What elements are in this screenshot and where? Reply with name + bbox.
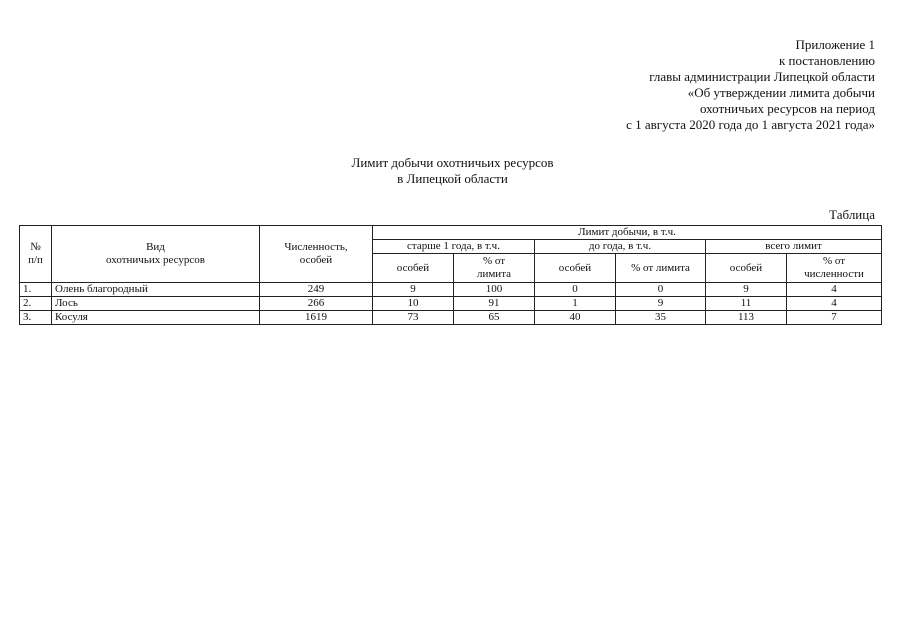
title-line: в Липецкой области <box>397 171 508 186</box>
row-resource-name: Олень благородный <box>52 283 260 297</box>
row-older-percent: 91 <box>454 297 535 311</box>
row-older-animals: 9 <box>373 283 454 297</box>
appendix-line: к постановлению <box>778 53 875 68</box>
row-population: 266 <box>260 297 373 311</box>
row-total-animals: 11 <box>706 297 787 311</box>
table-label: Таблица <box>829 207 875 222</box>
row-older-percent: 100 <box>454 283 535 297</box>
row-number: 1. <box>20 283 52 297</box>
table-row <box>20 311 882 325</box>
header-total-percent: % от численности <box>787 254 882 283</box>
header-number: № п/п <box>20 226 52 283</box>
row-resource-name: Косуля <box>52 311 260 325</box>
row-older-animals: 10 <box>373 297 454 311</box>
row-older-animals: 73 <box>373 311 454 325</box>
limits-table <box>19 225 882 325</box>
header-resource-type: Вид охотничьих ресурсов <box>52 226 260 283</box>
row-total-animals: 113 <box>706 311 787 325</box>
appendix-line: охотничьих ресурсов на период <box>699 101 875 116</box>
header-under-animals: особей <box>535 254 616 283</box>
header-older-percent: % от лимита <box>454 254 535 283</box>
appendix-line: «Об утверждении лимита добычи <box>687 85 875 100</box>
header-population: Численность, особей <box>260 226 373 283</box>
document-title <box>0 155 905 187</box>
header-older-than-year: старше 1 года, в т.ч. <box>373 240 535 254</box>
row-population: 249 <box>260 283 373 297</box>
appendix-line: Приложение 1 <box>795 37 875 52</box>
row-population: 1619 <box>260 311 373 325</box>
row-total-percent: 7 <box>787 311 882 325</box>
table-row <box>20 283 882 297</box>
row-total-percent: 4 <box>787 283 882 297</box>
row-under-animals: 1 <box>535 297 616 311</box>
header-total-animals: особей <box>706 254 787 283</box>
header-limit-group: Лимит добычи, в т.ч. <box>373 226 882 240</box>
row-total-percent: 4 <box>787 297 882 311</box>
row-number: 3. <box>20 311 52 325</box>
header-under-year: до года, в т.ч. <box>535 240 706 254</box>
row-total-animals: 9 <box>706 283 787 297</box>
appendix-block <box>626 37 875 133</box>
appendix-line: с 1 августа 2020 года до 1 августа 2021 года» <box>626 117 875 132</box>
row-under-percent: 9 <box>616 297 706 311</box>
row-under-animals: 0 <box>535 283 616 297</box>
appendix-line: главы администрации Липецкой области <box>649 69 875 84</box>
row-resource-name: Лось <box>52 297 260 311</box>
row-older-percent: 65 <box>454 311 535 325</box>
row-number: 2. <box>20 297 52 311</box>
header-older-animals: особей <box>373 254 454 283</box>
row-under-percent: 0 <box>616 283 706 297</box>
header-total-limit: всего лимит <box>706 240 882 254</box>
title-line: Лимит добычи охотничьих ресурсов <box>351 155 554 170</box>
row-under-percent: 35 <box>616 311 706 325</box>
header-under-percent: % от лимита <box>616 254 706 283</box>
table-row <box>20 297 882 311</box>
row-under-animals: 40 <box>535 311 616 325</box>
